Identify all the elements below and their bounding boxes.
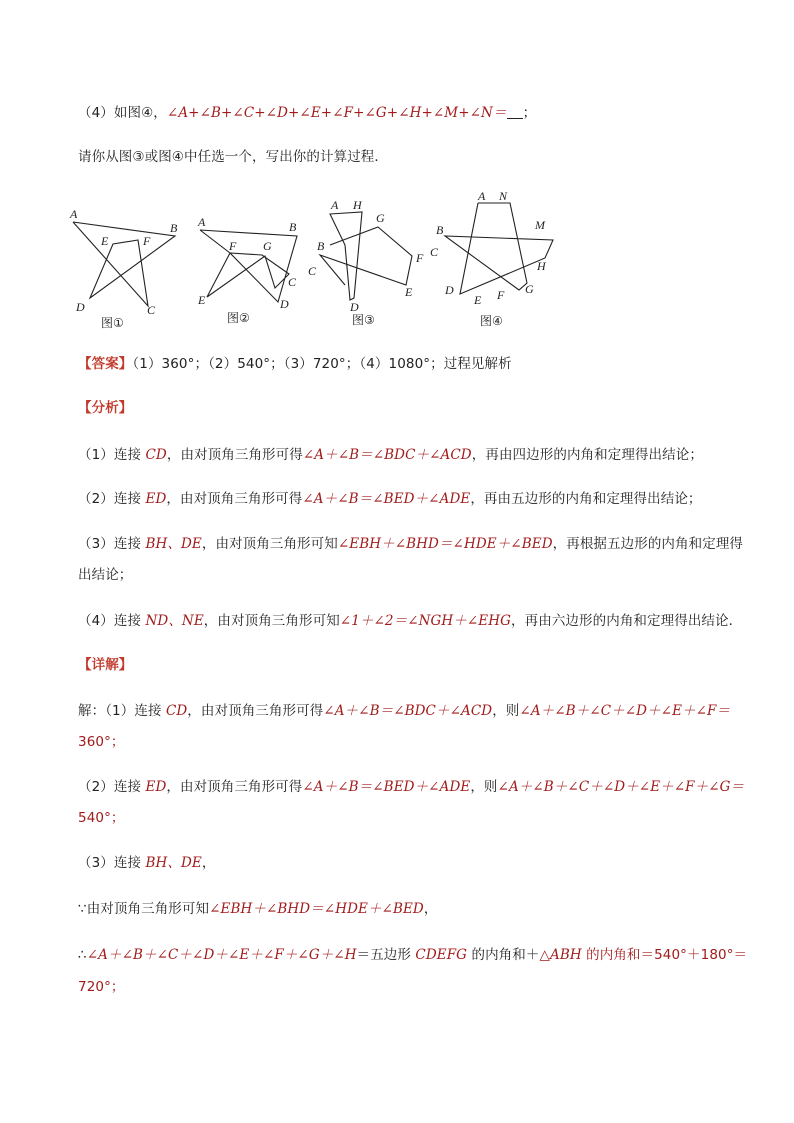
fig1-label-B: B — [170, 221, 178, 235]
detail-line-1: 解：（1）连接 CD，由对顶角三角形可得∠A＋∠B＝∠BDC＋∠ACD，则∠A＋∠B＋∠C＋∠D＋∠E＋∠F＝ — [78, 703, 731, 719]
fig3-caption: 图③ — [352, 313, 375, 327]
fig2-label-A: A — [198, 215, 206, 229]
answer-text: （1）360°；（2）540°；（3）720°；（4）1080°；过程见解析 — [132, 356, 512, 372]
fig4-label-A: A — [478, 189, 486, 203]
fig3-label-B: B — [317, 239, 325, 253]
fig3-lines-b — [320, 227, 412, 285]
fig4-label-H: H — [537, 259, 546, 273]
detail-line-5b: 720°； — [78, 979, 125, 995]
fig4-label-N: N — [499, 189, 508, 203]
answer-tag: 【答案】 — [78, 356, 133, 372]
fig4-label-B: B — [436, 223, 444, 237]
detail-line-2b: 540°； — [78, 810, 125, 826]
fig4-label-E: E — [474, 293, 482, 307]
analysis-tag: 【分析】 — [78, 400, 133, 416]
fig4-lines — [445, 203, 553, 294]
analysis-item-3: （3）连接 BH、DE，由对顶角三角形可知∠EBH＋∠BHD＝∠HDE＋∠BED，再根据五边形的内角和定理得 — [78, 536, 744, 552]
fig1-label-E: E — [101, 234, 109, 248]
analysis-item-4: （4）连接 ND、NE，由对顶角三角形可知∠1＋∠2＝∠NGH＋∠EHG，再由六边形的内角和定理得出结论． — [78, 613, 743, 629]
fig1-label-A: A — [70, 207, 78, 221]
fig4-label-M: M — [535, 218, 545, 232]
fig3-label-F: F — [416, 251, 424, 265]
fig2-label-E: E — [198, 293, 206, 307]
fig2-label-D: D — [280, 297, 289, 311]
fig3-lines — [330, 212, 362, 300]
fig2-lines — [200, 230, 297, 302]
fig1-label-D: D — [76, 300, 85, 314]
fig4-label-C: C — [430, 245, 439, 259]
detail-line-4: ∵由对顶角三角形可知∠EBH＋∠BHD＝∠HDE＋∠BED， — [78, 901, 438, 917]
answer-line — [78, 354, 512, 374]
detail-line-2: （2）连接 ED，由对顶角三角形可得∠A＋∠B＝∠BED＋∠ADE，则∠A＋∠B＋∠C＋∠D＋∠E＋∠F＋∠G＝ — [78, 779, 745, 795]
detail-tag: 【详解】 — [78, 657, 133, 673]
analysis-item-1: （1）连接 CD，由对顶角三角形可得∠A＋∠B＝∠BDC＋∠ACD，再由四边形的内角和定理得出结论； — [78, 447, 703, 463]
detail-line-1b: 360°； — [78, 734, 125, 750]
analysis-item-3-cont: 出结论； — [78, 567, 133, 583]
fig3-label-E: E — [405, 285, 413, 299]
fig3-label-C: C — [308, 264, 317, 278]
fig1-lines — [73, 222, 175, 306]
instruction: 请你从图③或图④中任选一个，写出你的计算过程． — [78, 149, 389, 165]
fig2-label-C: C — [288, 275, 297, 289]
fig3-label-A: A — [331, 198, 339, 212]
q4-suffix: ； — [522, 105, 537, 121]
fig4-label-D: D — [445, 283, 454, 297]
fig2-label-B: B — [289, 220, 297, 234]
detail-line-3: （3）连接 BH、DE， — [78, 855, 216, 871]
fig3-label-H: H — [353, 198, 362, 212]
detail-line-5: ∴∠A＋∠B＋∠C＋∠D＋∠E＋∠F＋∠G＋∠H＝五边形 CDEFG 的内角和＋△ABH 的内角和＝540°＋180°＝ — [78, 947, 748, 963]
fig3-label-G: G — [376, 211, 385, 225]
q4-prefix: （4）如图④， — [78, 105, 167, 121]
fig1-label-C: C — [147, 303, 156, 317]
figures — [0, 0, 794, 340]
fig4-label-F: F — [497, 288, 505, 302]
fig2-label-G: G — [263, 239, 272, 253]
fig2-label-F: F — [229, 239, 237, 253]
analysis-item-2: （2）连接 ED，由对顶角三角形可得∠A＋∠B＝∠BED＋∠ADE，再由五边形的内角和定理得出结论； — [78, 491, 702, 507]
q4-expression: ∠A+∠B+∠C+∠D+∠E+∠F+∠G+∠H+∠M+∠N＝ — [166, 105, 507, 121]
fig4-caption: 图④ — [480, 314, 503, 328]
fig3-label-D: D — [350, 300, 359, 314]
fig1-label-F: F — [143, 234, 151, 248]
fig4-label-G: G — [525, 282, 534, 296]
fig2-caption: 图② — [227, 311, 250, 325]
fig1-caption: 图① — [101, 316, 124, 330]
